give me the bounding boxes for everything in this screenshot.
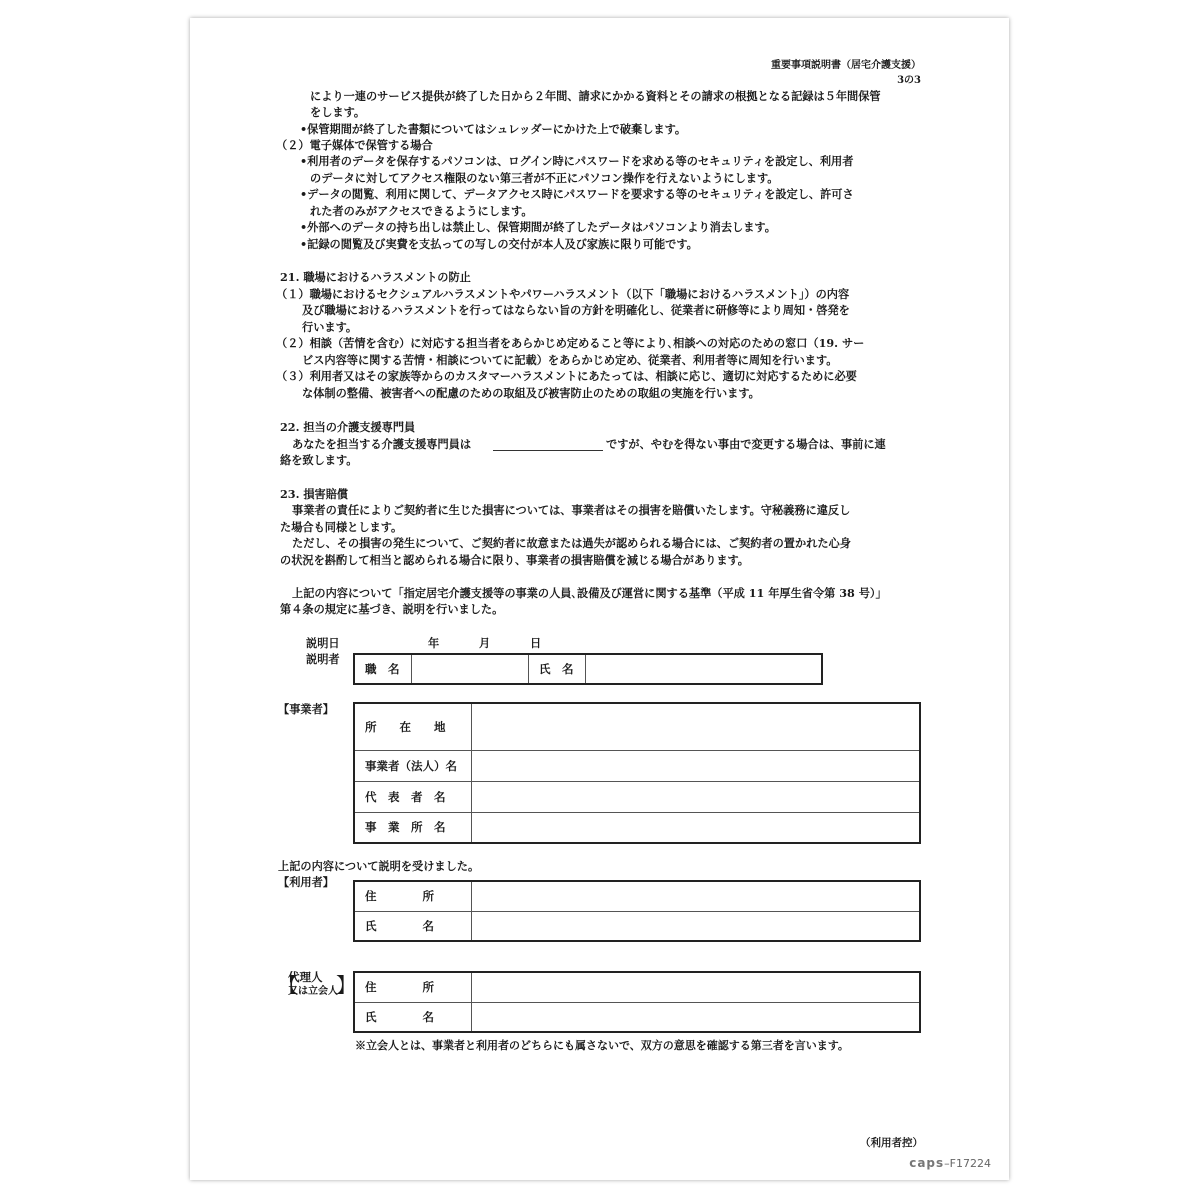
row-label: 氏 名 (354, 911, 472, 941)
bracket-right: 】 (336, 973, 356, 997)
form-code: F17224 (949, 1157, 991, 1170)
post-field[interactable] (412, 654, 529, 684)
row-label: 代 表 者 名 (354, 781, 472, 812)
name-label: 氏 名 (529, 654, 586, 684)
document-title: 重要事項説明書（居宅介護支援） (771, 60, 921, 71)
text-line: のデータに対してアクセス権限のない第三者が不正にパソコン操作を行えないようにします。 (310, 171, 779, 185)
explainer-label: 説明者 (306, 652, 340, 666)
text-line: の状況を斟酌して相当と認められる場合に限り、事業者の損害賠償を減じる場合があります。 (280, 553, 749, 567)
post-label: 職 名 (354, 654, 412, 684)
text-line: （２）相談（苦情を含む）に対応する担当者をあらかじめ定めること等により､相談への対応のための窓口（19. サー (276, 336, 865, 350)
user-label: 【利用者】 (278, 875, 334, 889)
witness-note: ※立会人とは、事業者と利用者のどちらにも属さないで、双方の意思を確認する第三者を言います。 (355, 1039, 849, 1052)
row-label: 住 所 (354, 972, 472, 1002)
row-label: 氏 名 (354, 1002, 472, 1032)
witness-label: 又は立会人 (288, 986, 338, 997)
name-blank-underline[interactable] (493, 450, 603, 451)
section-heading: 21. 職場におけるハラスメントの防止 (280, 270, 471, 284)
user-table (353, 880, 921, 942)
text-line: （３）利用者又はその家族等からのカスタマーハラスメントにあたっては、相談に応じ、適切に対応するために必要 (276, 369, 857, 383)
representative-field[interactable] (472, 781, 921, 812)
row-label: 所 在 地 (354, 703, 472, 750)
text-line: 行います。 (302, 320, 358, 334)
document-page (190, 18, 1009, 1180)
bracket-left: 【 (278, 973, 298, 997)
text-line: •外部へのデータの持ち出しは禁止し、保管期間が終了したデータはパソコンより消去します。 (300, 220, 776, 234)
office-name-field[interactable] (472, 812, 921, 843)
text-line: 及び職場におけるハラスメントを行ってはならない旨の方針を明確化し、従業者に研修等により周知・啓発を (302, 303, 850, 317)
row-label: 住 所 (354, 881, 472, 911)
explainer-table (353, 653, 823, 685)
year-label: 年 (428, 636, 440, 650)
text-line: た場合も同様とします。 (280, 520, 403, 534)
explain-date-label: 説明日 (306, 636, 340, 650)
user-address-field[interactable] (472, 881, 921, 911)
row-label: 事 業 所 名 (354, 812, 472, 843)
text-line: ですが、やむを得ない事由で変更する場合は、事前に連 (606, 437, 886, 451)
name-field[interactable] (586, 654, 823, 684)
row-label: 事業者（法人）名 (354, 750, 472, 781)
copy-label: （利用者控） (860, 1137, 923, 1149)
text-line: ビス内容等に関する苦情・相談についてに記載）をあらかじめ定め、従業者、利用者等に周知を行います。 (302, 353, 838, 367)
month-label: 月 (479, 636, 491, 650)
business-table (353, 702, 921, 844)
agent-address-field[interactable] (472, 972, 921, 1002)
agent-table (353, 971, 921, 1033)
text-line: あなたを担当する介護支援専門員は (292, 437, 472, 451)
text-line: れた者のみがアクセスできるようにします。 (310, 204, 533, 218)
text-line: •データの閲覧、利用に関して、データアクセス時にパスワードを要求する等のセキュリティを設定し、許可さ (300, 187, 854, 201)
day-label: 日 (530, 636, 542, 650)
code-dash: – (944, 1157, 950, 1170)
text-line: 絡を致します。 (280, 453, 358, 467)
address-field[interactable] (472, 703, 921, 750)
text-line: 事業者の責任によりご契約者に生じた損害については、事業者はその損害を賠償いたします。守秘義務に違反し (292, 503, 851, 517)
text-line: •保管期間が終了した書類についてはシュレッダーにかけた上で破棄します。 (300, 122, 687, 136)
text-line: （１）職場におけるセクシュアルハラスメントやパワーハラスメント（以下「職場におけるハラスメント」）の内容 (276, 287, 850, 301)
footer-code (909, 1152, 991, 1171)
text-line: をします。 (310, 105, 366, 119)
text-line: •記録の閲覧及び実費を支払っての写しの交付が本人及び家族に限り可能です。 (300, 237, 698, 251)
text-line: ただし、その損害の発生について、ご契約者に故意または過失が認められる場合には、ご契約者の置かれた心身 (292, 536, 851, 550)
user-name-field[interactable] (472, 911, 921, 941)
text-line: •利用者のデータを保存するパソコンは、ログイン時にパスワードを求める等のセキュリティを設定し、利用者 (300, 154, 854, 168)
agent-label: 代理人 (288, 970, 323, 984)
business-label: 【事業者】 (278, 702, 334, 716)
subsection-heading: （２）電子媒体で保管する場合 (276, 138, 433, 152)
page-number: 3の3 (897, 75, 921, 86)
text-line: により一連のサービス提供が終了した日から２年間、請求にかかる資料とその請求の根拠となる記録は５年間保管 (310, 89, 881, 103)
section-heading: 23. 損害賠償 (280, 487, 349, 501)
received-text: 上記の内容について説明を受けました。 (278, 859, 480, 873)
text-line: な体制の整備、被害者への配慮のための取組及び被害防止のための取組の実施を行います。 (302, 386, 760, 400)
text-line: 上記の内容について「指定居宅介護支援等の事業の人員､設備及び運営に関する基準（平成 11 年厚生省令第 38 号）」 (292, 586, 887, 600)
corporation-name-field[interactable] (472, 750, 921, 781)
agent-name-field[interactable] (472, 1002, 921, 1032)
section-heading: 22. 担当の介護支援専門員 (280, 420, 416, 434)
brand-logo: caps (909, 1156, 945, 1170)
text-line: 第４条の規定に基づき、説明を行いました。 (280, 602, 504, 616)
